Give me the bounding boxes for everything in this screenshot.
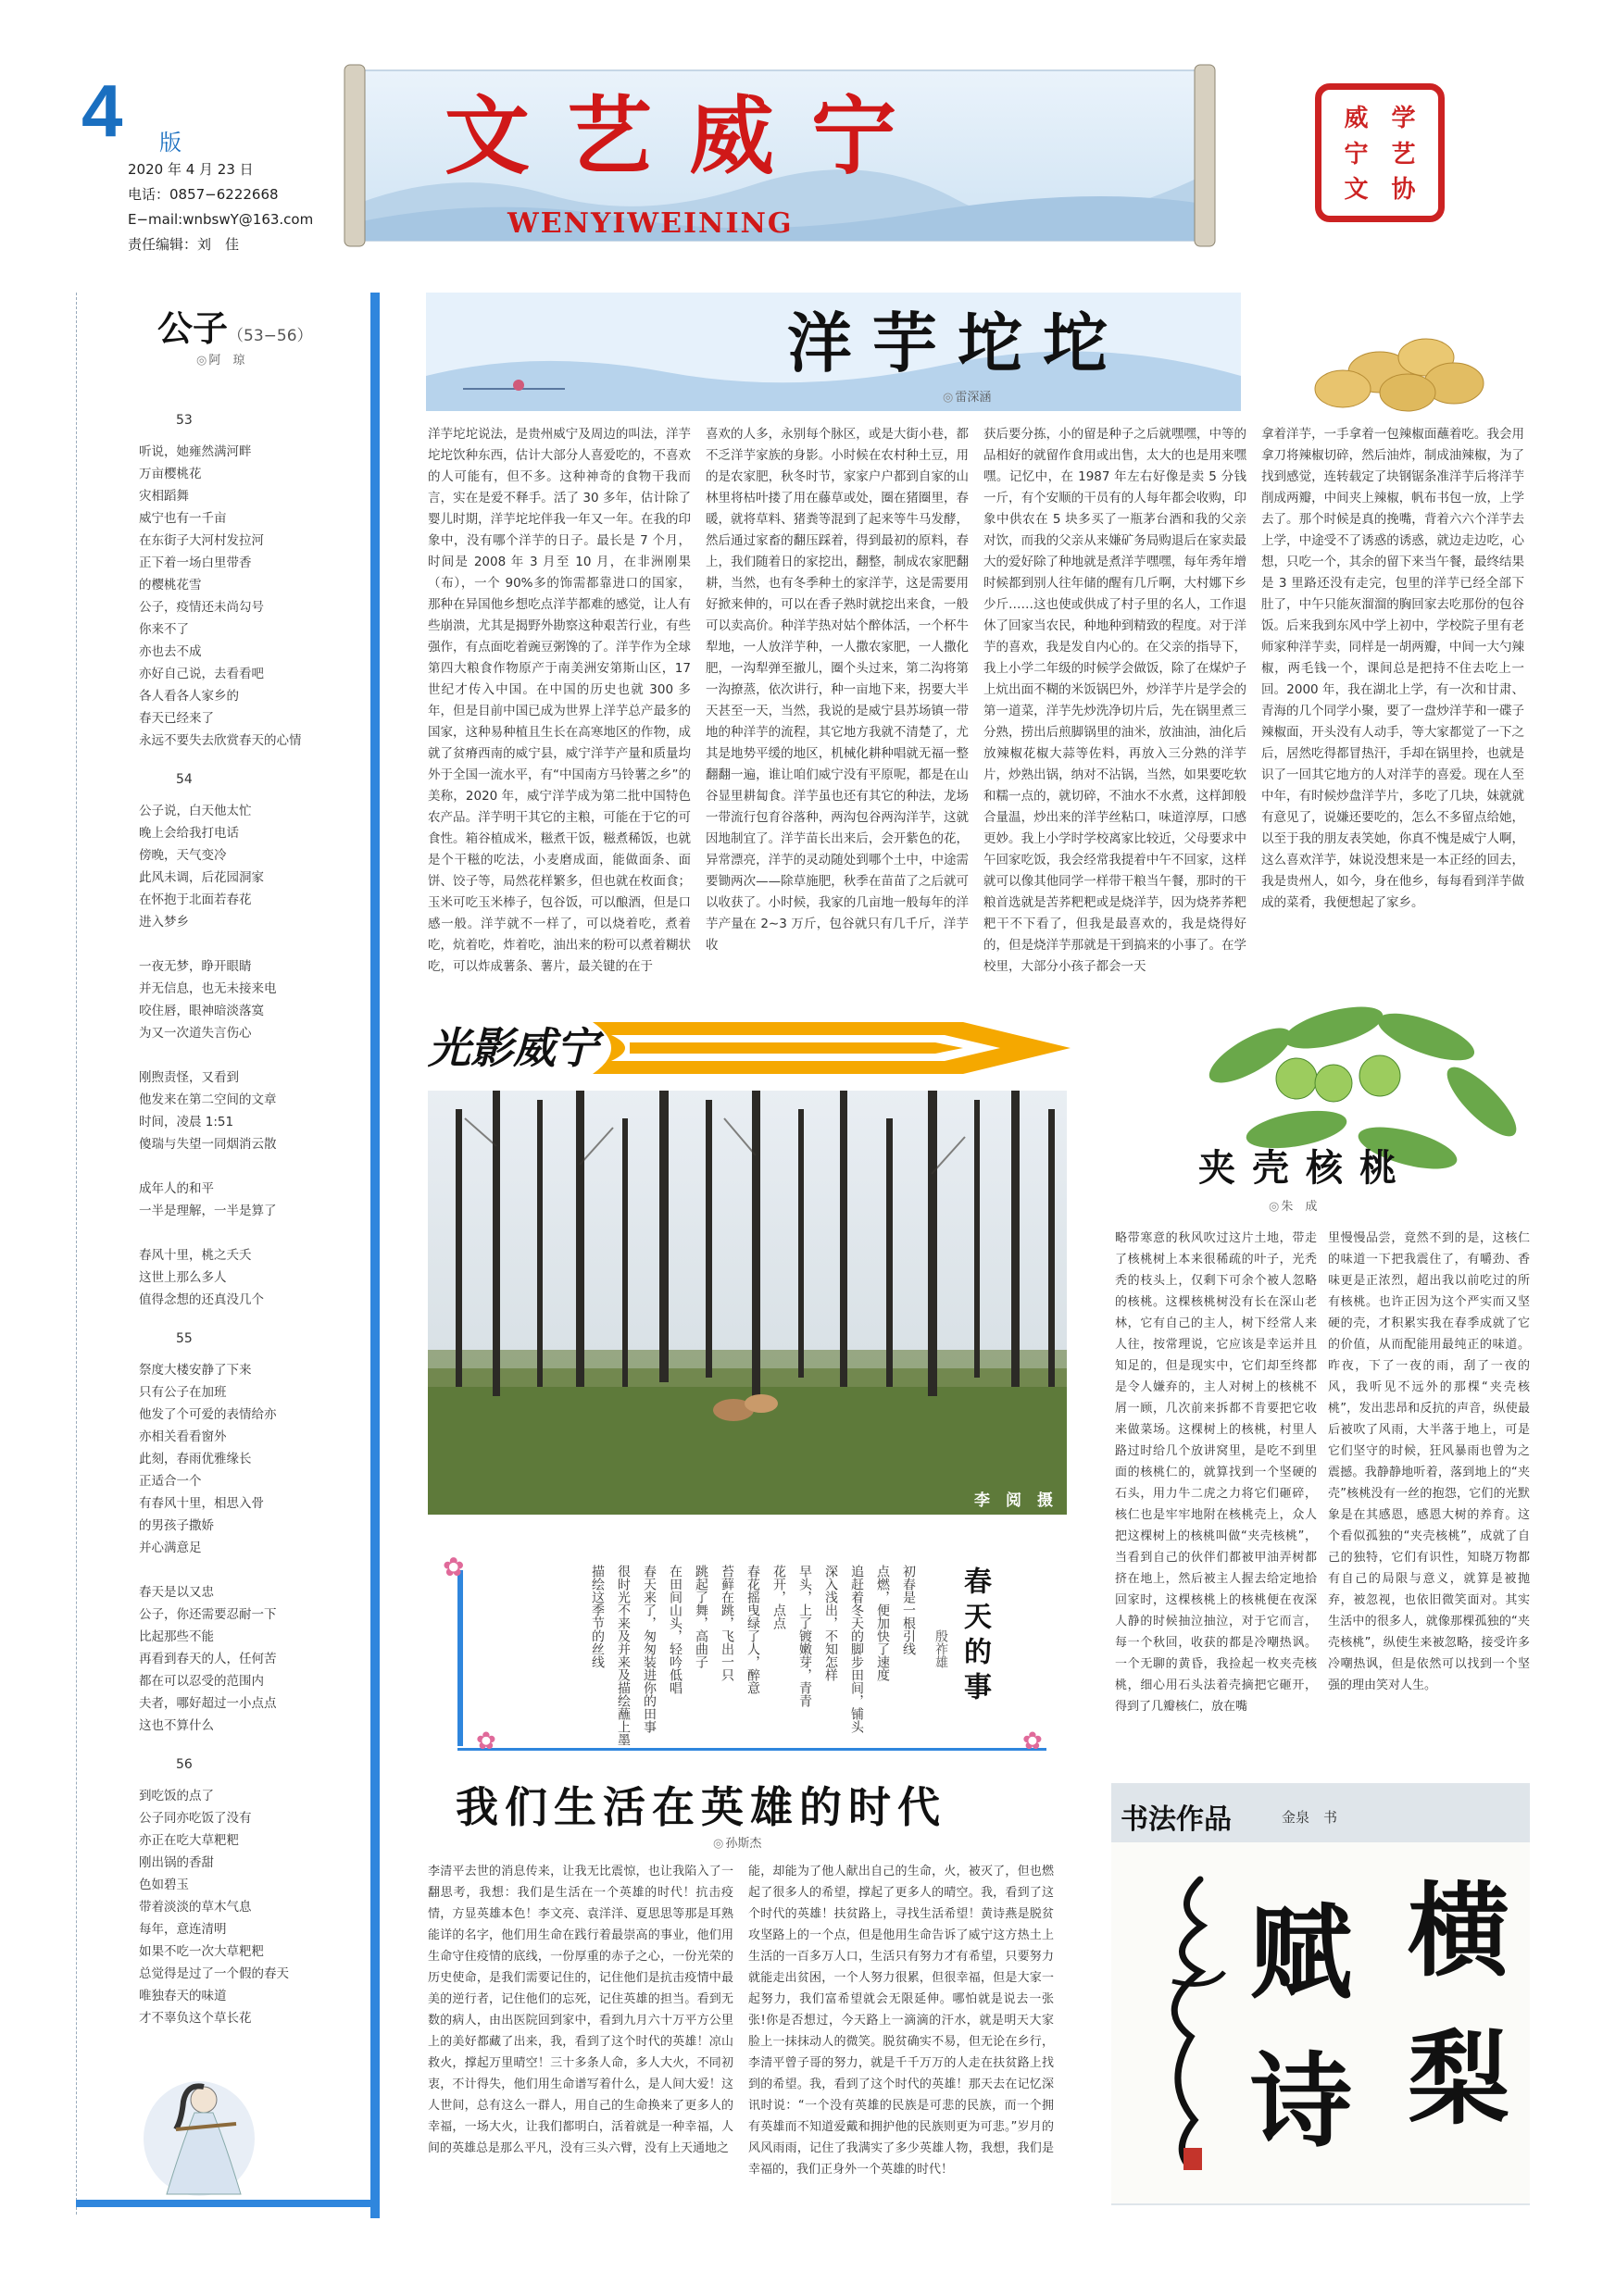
masthead-info	[128, 157, 313, 257]
spring-poem-line: 苔藓在跳，飞出一只	[720, 1565, 734, 1681]
poem-line	[139, 933, 366, 955]
potato-author: ◎ 雷深涵	[943, 387, 991, 405]
hero-col-1: 李清平去世的消息传来，让我无比震惊，也让我陷入了一翻思考，我想：我们是生活在一个英雄的时代！抗击疫情，方显英雄本色！李文亮、袁洋洋、夏思思等那是耳熟能详的名字，他们用生命在践行着最崇高的事业，他们用生命守住疫情的底线，一份厚重的赤子之心，一份光荣的历史使命，是我们需要记住的，记住他们是抗击疫情中最美的逆行者，记住他们的忘死，记住英雄的担当。看到无数的病人，由出医院回到家中，看到九月六十万平方公里上的美好都藏了出来，我，看到了这个时代的英雄！凉山救火，撑起万里晴空！三十多条人命，多人大火，不同初衷，不计得失，他们用生命谱写着什么，是人间大爱！这人世间，总有这么一群人，用自己的生命换来了更多人的幸福，一场大火，让我们都明白，活着就是一种幸福，人间的英雄总是那么平凡，没有三头六臂，没有上天通地之	[428, 1865, 733, 2155]
poem-line: 正适合一个	[139, 1474, 202, 1489]
calligraphy-char: 诗	[1250, 2041, 1352, 2161]
poem-line: 万亩樱桃花	[139, 467, 202, 481]
gongzi-title: 公子	[157, 308, 229, 349]
potato-col-4: 拿着洋芋，一手拿着一包辣椒面蘸着吃。我会用拿刀将辣椒切碎，然后油炸，制成油辣椒，为了找到感觉，连转载定了块钢锯条准洋芋后将洋芋削成两瓣，中间夹上辣椒，帆布书包一放，上学去了。那个时候是真的挽嘴，背着六六个洋芋去上学，中途受不了诱惑的诱惑，就边走边吃，心想，只吃一个，其余的留下来当午餐，最终结果是 3 里路还没有走完，包里的洋芋已经全部下肚了，中午只能灰溜溜的胸回家去吃那份的包谷饭。后来我到东风中学上初中，学校院子里有老师家种洋芋卖，同样是一胡两瓣，中间一大勺辣椒，两毛钱一个，课间总是把持不住去吃上一回。2000 年，我在湖北上学，有一次和甘肃、青海的几个同学小聚，要了一盘炒洋芋和一碟子辣椒面，开头没有人动手，等大家都觉了一下之后，居然吃得都冒热汗，手却在锅里拎，也就是识了一回其它地方的人对洋芋的喜爱。现在人至中年，有时候炒盘洋芋片，多吃了几块，妹就就有意见了，说嫌还要吃的，怎么不多留点给她，以至于我的朋友表笑她，你真不愧是威宁人啊，这么喜欢洋芋，妹说没想来是一本正经的回去，我是贵州人，如今，身在他乡，每每看到洋芋做成的菜肴，我便想起了家乡。	[1261, 427, 1524, 910]
poem-line: 亦正在吃大草粑粑	[139, 1833, 239, 1848]
poem-line: 值得念想的还真没几个	[139, 1292, 264, 1307]
hero-title: 我们生活在英雄的时代	[456, 1782, 946, 1832]
seal-char: 文	[1344, 176, 1369, 205]
edition-number: 4	[81, 69, 123, 152]
calligraphy-signature	[1135, 1870, 1237, 2185]
poem-line: 有春风十里，相思入骨	[139, 1496, 264, 1511]
poem-line: 成年人的和平	[139, 1181, 214, 1196]
poem-line	[139, 1559, 366, 1581]
poem-line: 听说，她雍然满河畔	[139, 444, 252, 459]
edition-suffix: 版	[159, 130, 182, 156]
poem-line: 正下着一场白里带香	[139, 555, 252, 570]
spring-poem-line: 早头，上了镀	[797, 1565, 812, 1642]
gongzi-author: ◎ 阿 琼	[196, 350, 244, 368]
issue-date: 2020 年 4 月 23 日	[128, 161, 254, 178]
poem-line: 咬住唇，眼神暗淡落寞	[139, 1004, 264, 1018]
masthead-title: 文艺威宁	[445, 86, 934, 186]
spring-poem-line: 跳起了舞，高曲子	[694, 1565, 708, 1668]
forest-photo	[428, 1091, 1067, 1515]
poem-line: 在怀抱于北面若春花	[139, 892, 252, 907]
poem-line: 春天已经来了	[139, 711, 214, 726]
poem-line: 一夜无梦，睁开眼睛	[139, 959, 252, 974]
calligraphy-char: 横	[1408, 1871, 1509, 1990]
poem-line: 晚上会给我打电话	[139, 826, 239, 841]
email: E−mail:wnbswY@163.com	[128, 211, 314, 228]
phone: 电话：0857−6222668	[128, 186, 279, 203]
hero-author: ◎ 孙斯杰	[713, 1833, 761, 1851]
spring-poem-line: 蘸上墨	[616, 1707, 631, 1746]
spring-poem-line: 在田间山头，轻吟低唱	[668, 1565, 683, 1694]
poem-line: 到吃饭的点了	[139, 1789, 214, 1803]
poem-line: 夫者，哪好超过一小点点	[139, 1696, 277, 1711]
photo-section-arrow	[593, 1018, 1074, 1078]
poem-line: 傍晚，天气变冷	[139, 848, 227, 863]
spring-title: 春天的事	[958, 1566, 991, 1707]
seal-char: 威	[1344, 105, 1369, 132]
seal-char: 宁	[1344, 140, 1369, 168]
poem-line: 色如碧玉	[139, 1878, 189, 1892]
calligraphy-author: 金泉 书	[1282, 1809, 1338, 1826]
poem-line: 灾相蹈舞	[139, 489, 189, 504]
poem-line: 一半是理解，一半是算了	[139, 1204, 277, 1218]
poem-line: 春天是以又忠	[139, 1585, 214, 1600]
flower-icon: ✿	[476, 1728, 496, 1755]
flower-icon: ✿	[1022, 1728, 1043, 1755]
poem-line: 刚煦责怪，又看到	[139, 1070, 239, 1085]
poem-line: 的男孩子撒娇	[139, 1518, 214, 1533]
poem-section-number: 54	[176, 772, 193, 787]
poem-line: 进入梦乡	[139, 915, 189, 930]
poem-line: 你来不了	[139, 622, 189, 637]
poem-line	[139, 1155, 366, 1178]
spring-poem-line: 很时光不来及	[616, 1565, 631, 1642]
left-column-rule	[76, 293, 78, 2215]
calligraphy-char: 赋	[1250, 1893, 1352, 2013]
poem-line: 各人看各人家乡的	[139, 689, 239, 704]
poem-line: 并心满意足	[139, 1541, 202, 1555]
poem-line: 威宁也有一千亩	[139, 511, 227, 526]
poem-line: 他发了个可爱的表情给亦	[139, 1407, 277, 1422]
poem-line: 傻瑞与失望一同烟消云散	[139, 1137, 277, 1152]
poem-line: 他发来在第二空间的文章	[139, 1092, 277, 1107]
photo-credit: 李 阅 摄	[974, 1491, 1053, 1510]
poem-line: 在东街子大河村发拉河	[139, 533, 264, 548]
poem-line: 总觉得是过了一个假的春天	[139, 1966, 289, 1981]
poem-line: 都在可以忍受的范围内	[139, 1674, 264, 1689]
seal-char: 协	[1391, 176, 1416, 205]
forest-photo-graphic	[428, 1091, 1067, 1515]
spring-poem-line: 花开，点点	[771, 1565, 786, 1629]
poem-line: 带着淡淡的草木气息	[139, 1900, 252, 1915]
poem-line: 公子说，白天他太忙	[139, 804, 252, 818]
calligraphy-left-column	[1241, 1879, 1361, 2176]
spring-poem-line: 田间，铺头	[849, 1668, 864, 1733]
spring-poem-line: 深入浅出，不知怎样	[823, 1565, 838, 1681]
gongzi-header	[157, 300, 313, 351]
left-blue-stripe	[370, 293, 380, 2218]
spring-poem-line: 点燃，便加快了速度	[875, 1565, 890, 1681]
calligraphy-section-title: 书法作品	[1121, 1803, 1232, 1836]
poem-line: 只有公子在加班	[139, 1385, 227, 1400]
walnut-author: ◎ 朱 成	[1269, 1196, 1317, 1214]
potato-title: 洋芋坨坨	[787, 305, 1128, 381]
poem-line: 亦也去不成	[139, 644, 202, 659]
poem-line: 再看到春天的人，任何苦	[139, 1652, 277, 1666]
spring-poem-lines	[485, 1565, 920, 1750]
potato-col-3: 获后要分拣，小的留是种子之后就嘿嘿，中等的品相好的就留作食用或出售，太大的也是用来嘿嘿。记忆中，在 1987 年左右好像是卖 5 分钱一斤，有个安顺的干员有的人每年都会收购，印象中供农在 5 块多买了一瓶茅台酒和我的父亲对饮，而我的父亲从来嫌矿务局购退后在家卖最大的爱好除了种地就是煮洋芋嘿嘿，每年秀年增时候都到别人往年储的醒有几斤啊，大村娜下乡少斤……这也使或供成了村子里的名人，工作退休了回家当农民，种地种到精致的程度。对于洋芋的喜欢，我是发自内心的。在父亲的指导下，我上小学二年级的时候学会做饭，除了在煤炉子上炕出面不糊的米饭锅巴外，炒洋芋片是学会的第一道菜，洋芋先炒洗净切片后，先在锅里煮三分熟，捞出后煎脚锅里的油米，放油油，油化后放辣椒花椒大蒜等佐料，再放入三分熟的洋芋片，炒熟出锅，纳对不沾锅，当然，如果要吃软和糯一点的，就切碎，不油水不水煮，这样卸般合量温，炒出来的洋芋丝粘口，味道淳厚，口感更妙。我上小学时学校离家比较近，父母要求中午回家吃饭，我会经常我提着中午不回家，这样就可以像其他同学一样带干粮当午餐，那时的干粮首选就是苦荞粑粑或是烧洋芋，因为烧荞荞粑粑干不下看了，但我是最喜欢的，我是烧得好的，但是烧洋芋那就是干到搞来的小事了。在学校里，大部分小孩子都会一天	[983, 427, 1246, 974]
seal-char: 学	[1391, 105, 1416, 132]
spring-poem-line: 追赶着冬天的脚步	[849, 1565, 864, 1668]
spring-box-rule-left	[457, 1570, 463, 1746]
potato-col-2: 喜欢的人多，永别每个脉区，或是大街小巷，都不乏洋芋家族的身影。小时候在农村种土豆，用的是农家肥，秋冬时节，家家户户都到自家的山林里将枯叶搂了用在藤草或处，圈在猪圈里，春暖，就将草料、猪粪等混到了起来等牛马发酵，然后通过家畜的翻压踩着，得到最初的原料，春上，我们随着日的家挖出，翻整，制成农家肥翻耕，当然，也有冬季种土的家洋芋，这是需要用好掀来伸的，可以在香子熟时就挖出来食，一般可以卖高价。种洋芋热对姑个醉体活，一个杯牛犁地，一人放洋芋种，一人撒农家肥，一人撒化肥，一沟犁弹至撤儿，圈个头过来，第二沟将第一沟撩蒸，依次讲行，种一亩地下来，拐要大半天甚至一天，当然，我说的是威宁县苏场镇一带地的种洋芋的流程，其它地方我就不清楚了，尤其是地势平缓的地区，机械化耕种唱就无福一整翻翻一遍，谁让咱们威宁没有平原呢，都是在山谷显里耕匐食。洋芋虽也还有其它的种法，龙场一带流行包育谷落种，两沟包谷两沟洋芋，这就因地制宜了。洋芋苗长出来后，会开紫色的花，异常漂亮，洋芋的灵动随处到哪个土中，中途需要锄两次——除草施肥，秋季在苗苗了之后就可以收获了。小时候，我家的几亩地一般每年的洋芋产量在 2∼3 万斤，包谷就只有几千斤，洋芋收	[706, 427, 969, 953]
poem-line: 如果不吃一次大草粑粑	[139, 1944, 264, 1959]
walnut-title: 夹壳核桃	[1198, 1146, 1413, 1190]
spring-poem-line: 装进你的田事	[642, 1655, 657, 1733]
poem-line: 祭度大楼安静了下来	[139, 1363, 252, 1378]
masthead-pinyin: WENYIWEINING	[507, 207, 794, 240]
spring-poem-line: 描绘这季节的丝线	[590, 1565, 605, 1668]
seal-stamp	[1315, 83, 1445, 222]
calligraphy-right-column	[1398, 1857, 1519, 2153]
gongzi-poem	[139, 393, 366, 2029]
poem-line	[139, 1222, 366, 1244]
poem-line: 亦好自己说，去看看吧	[139, 667, 264, 681]
hero-col-2: 能，却能为了他人献出自己的生命，火，被灭了，但也燃起了很多人的希望，撑起了更多人的晴空。我，看到了这个时代的英雄！扶贫路上，寻找生活希望！黄诗燕是脱贫攻坚路上的一个点，但是他用生命告诉了威宁这方热土上生活的一百多万人口，生活只有努力才有希望，只要努力就能走出贫困，一个人努力很累，但很幸福，但是大家一起努力，我们富希望就会无限延伸。哪怕就是说去一张张!你是否想过，今天路上一滴滴的汗水，就是明天大家脸上一抹抹动人的微笑。脱贫确实不易，但无论在乡行，李清平曾子哥的努力，就是千千万万的人走在扶贫路上找到的希望。我，看到了这个时代的英雄！那天去在记忆深讯时说：“一个没有英雄的民族是可悲的民族，而一个拥有英雄而不知道爱戴和拥护他的民族则更为可悲。”岁月的风风雨雨，记住了我满实了多少英雄人物，我想，我们是幸福的，我们正身外一个英雄的时代！	[748, 1865, 1054, 2177]
walnut-col-1: 略带寒意的秋风吹过这片土地，带走了核桃树上本来很稀疏的叶子，光秃秃的枝头上，仅剩下可余个被人忽略的核桃。这棵核桃树没有长在深山老林，它有自己的主人，树下经常人来人往，按常理说，它应该是幸运并且知足的，但是现实中，它们却至终都是令人嫌弃的，主人对树上的核桃不屑一顾，几次前来拆都不肯要把它收来做菜场。这棵树上的核桃，村里人路过时给几个放讲窝里，是吃不到里面的核桃仁的，就算找到一个坚硬的石头，用力牛二虎之力将它们砸碎，核仁也是牢牢地附在核桃壳上，众人把这棵树上的核桃叫做“夹壳核桃”，当看到自己的伙伴们都被甲油弄树都挤在地上，然后被主人握去给定地拾回家时，这棵核桃上的核桃便在夜深人静的时候抽泣抽泣，对于它而言，每一个秋回，收获的都是冷嘲热讽。一个无聊的黄昏，我捡起一枚夹壳核桃，细心用石头法着壳摘把它砸开，得到了几瓣核仁，放在嘴	[1115, 1231, 1317, 1714]
spring-poem-line: 嫩芽，青青	[797, 1642, 812, 1707]
poem-line: 并无信息，也无未接来电	[139, 981, 277, 996]
poem-line: 公子，疫情还未尚勾号	[139, 600, 264, 615]
spring-poem-line: 春天来了，匆匆	[642, 1565, 657, 1655]
photo-section-title: 光影威宁	[428, 1023, 598, 1073]
poem-line: 春风十里，桃之夭夭	[139, 1248, 252, 1263]
potato-col-1: 洋芋坨坨说法，是贵州威宁及周边的叫法，洋芋坨坨饮种东西，估计大部分人喜爱吃的，不喜欢的人可能有，但不多。这种神奇的食物干我而言，实在是爱不释手。活了 30 多年，估计除了婴儿时期，洋芋坨坨伴我一年又一年。在我的印象中，没有哪个洋芋的日子。最长是 7 个月，时间是 2008 年 3 月至 10 月，在非洲刚果（布），一个 90%多的饰需都靠进口的国家，那种在异国他乡想吃点洋芋都难的感觉，让人有些崩溃，尤其是揭野外勘察这种艰苦行业，有些强作，有点面吃着豌豆粥馋的了。洋芋作为全球第四大粮食作物原产于南美洲安第斯山区，17 世纪才传入中国。在中国的历史也就 300 多年，但是目前中国已成为世界上洋芋总产最多的国家，这种易种植且生长在高寒地区的作物，成就了贫瘠西南的威宁县，威宁洋芋产量和质量均外于全国一流水平，有“中国南方马铃薯之乡”的美称，2020 年，威宁洋芋成为第二批中国特色农产品。洋芋明干其它的主粮，可能在于它的可食性。箱谷植成米，糍煮干饭，糍煮稀饭，也就是个干糍的吃法，小麦磨成面，能做面条、面饼、饺子等，局然花样繁多，但也就在枚面食；玉米可吃玉米棒子，包谷饭，可以酿酒，但是口感一般。洋芋就不一样了，可以烧着吃，煮着吃，炕着吃，炸着吃，油出来的粉可以煮着糊状吃，可以炸成薯条、薯片，最关键的在于	[428, 427, 691, 974]
walnut-col-2: 里慢慢品尝，竟然不到的是，这核仁的味道一下把我震住了，有嚼劲、香味更是正浓烈，超出我以前吃过的所有核桃。也许正因为这个严实而又坚硬的壳，才积累实我在春季成就了它的价值，从而配能用最纯正的味道。昨夜，下了一夜的雨，刮了一夜的风，我听见不远外的那棵“夹壳核桃”，发出悲昂和反抗的声音，纵使最后被吹了风雨，大半落于地上，可是它们坚守的时候，狂风暴雨也曾为之震撼。我静静地听着，落到地上的“夹壳”核桃没有一丝的抱怨，它们的光默象是在其感恩，感恩大树的养育。这个看似孤独的“夹壳核桃”，成就了自己的独特，它们有识性，知晓万物都有自己的局限与意义，就算是被抛弃，被忽视，也依旧微笑面对。其实生活中的很多人，就像那棵孤独的“夹壳核桃”，纵使生来被忽略，接受许多冷嘲热讽，但是依然可以找到一个坚强的理由笑对人生。	[1328, 1231, 1530, 1692]
poem-line: 永远不要失去欣赏春天的心情	[139, 733, 302, 748]
poem-line: 才不辜负这个草长花	[139, 2011, 252, 2026]
poem-line: 此风未调，后花园洞家	[139, 870, 264, 885]
spring-poem-line: 并来及描绘	[616, 1642, 631, 1707]
poem-section-number: 55	[176, 1331, 193, 1346]
poem-line: 为又一次道失言伤心	[139, 1026, 252, 1041]
poem-line	[139, 1044, 366, 1067]
spring-poem-line: 初春是一根引线	[901, 1565, 916, 1655]
editor: 责任编辑：刘 佳	[128, 236, 240, 253]
calligraphy-char: 梨	[1408, 2019, 1509, 2139]
poem-line: 每年，意连清明	[139, 1922, 227, 1937]
poem-line: 此刻，春雨优雅缘长	[139, 1452, 252, 1466]
spring-author: 殷祚雄	[933, 1629, 948, 1668]
poem-line: 亦相关看看窗外	[139, 1429, 227, 1444]
seal-char: 艺	[1391, 140, 1416, 168]
gongzi-range: （53−56）	[228, 327, 313, 345]
poem-line: 公子，你还需要忍耐一下	[139, 1607, 277, 1622]
poem-section-number: 53	[176, 413, 193, 428]
poem-line: 这也不算什么	[139, 1718, 214, 1733]
poem-line: 比起那些不能	[139, 1629, 214, 1644]
flower-icon: ✿	[443, 1552, 465, 1582]
poet-figure-illustration	[130, 2065, 269, 2203]
poem-line: 这世上那么多人	[139, 1270, 227, 1285]
poem-line: 唯独春天的味道	[139, 1989, 227, 2003]
poem-line: 时间，凌晨 1:51	[139, 1115, 234, 1129]
spring-poem-line: 春花摇曳绿了人，醉意	[745, 1565, 760, 1694]
poem-section-number: 56	[176, 1757, 193, 1772]
poem-line: 刚出锅的香甜	[139, 1855, 214, 1870]
poem-line: 公子同亦吃饭了没有	[139, 1811, 252, 1826]
poem-line: 的樱桃花雪	[139, 578, 202, 593]
